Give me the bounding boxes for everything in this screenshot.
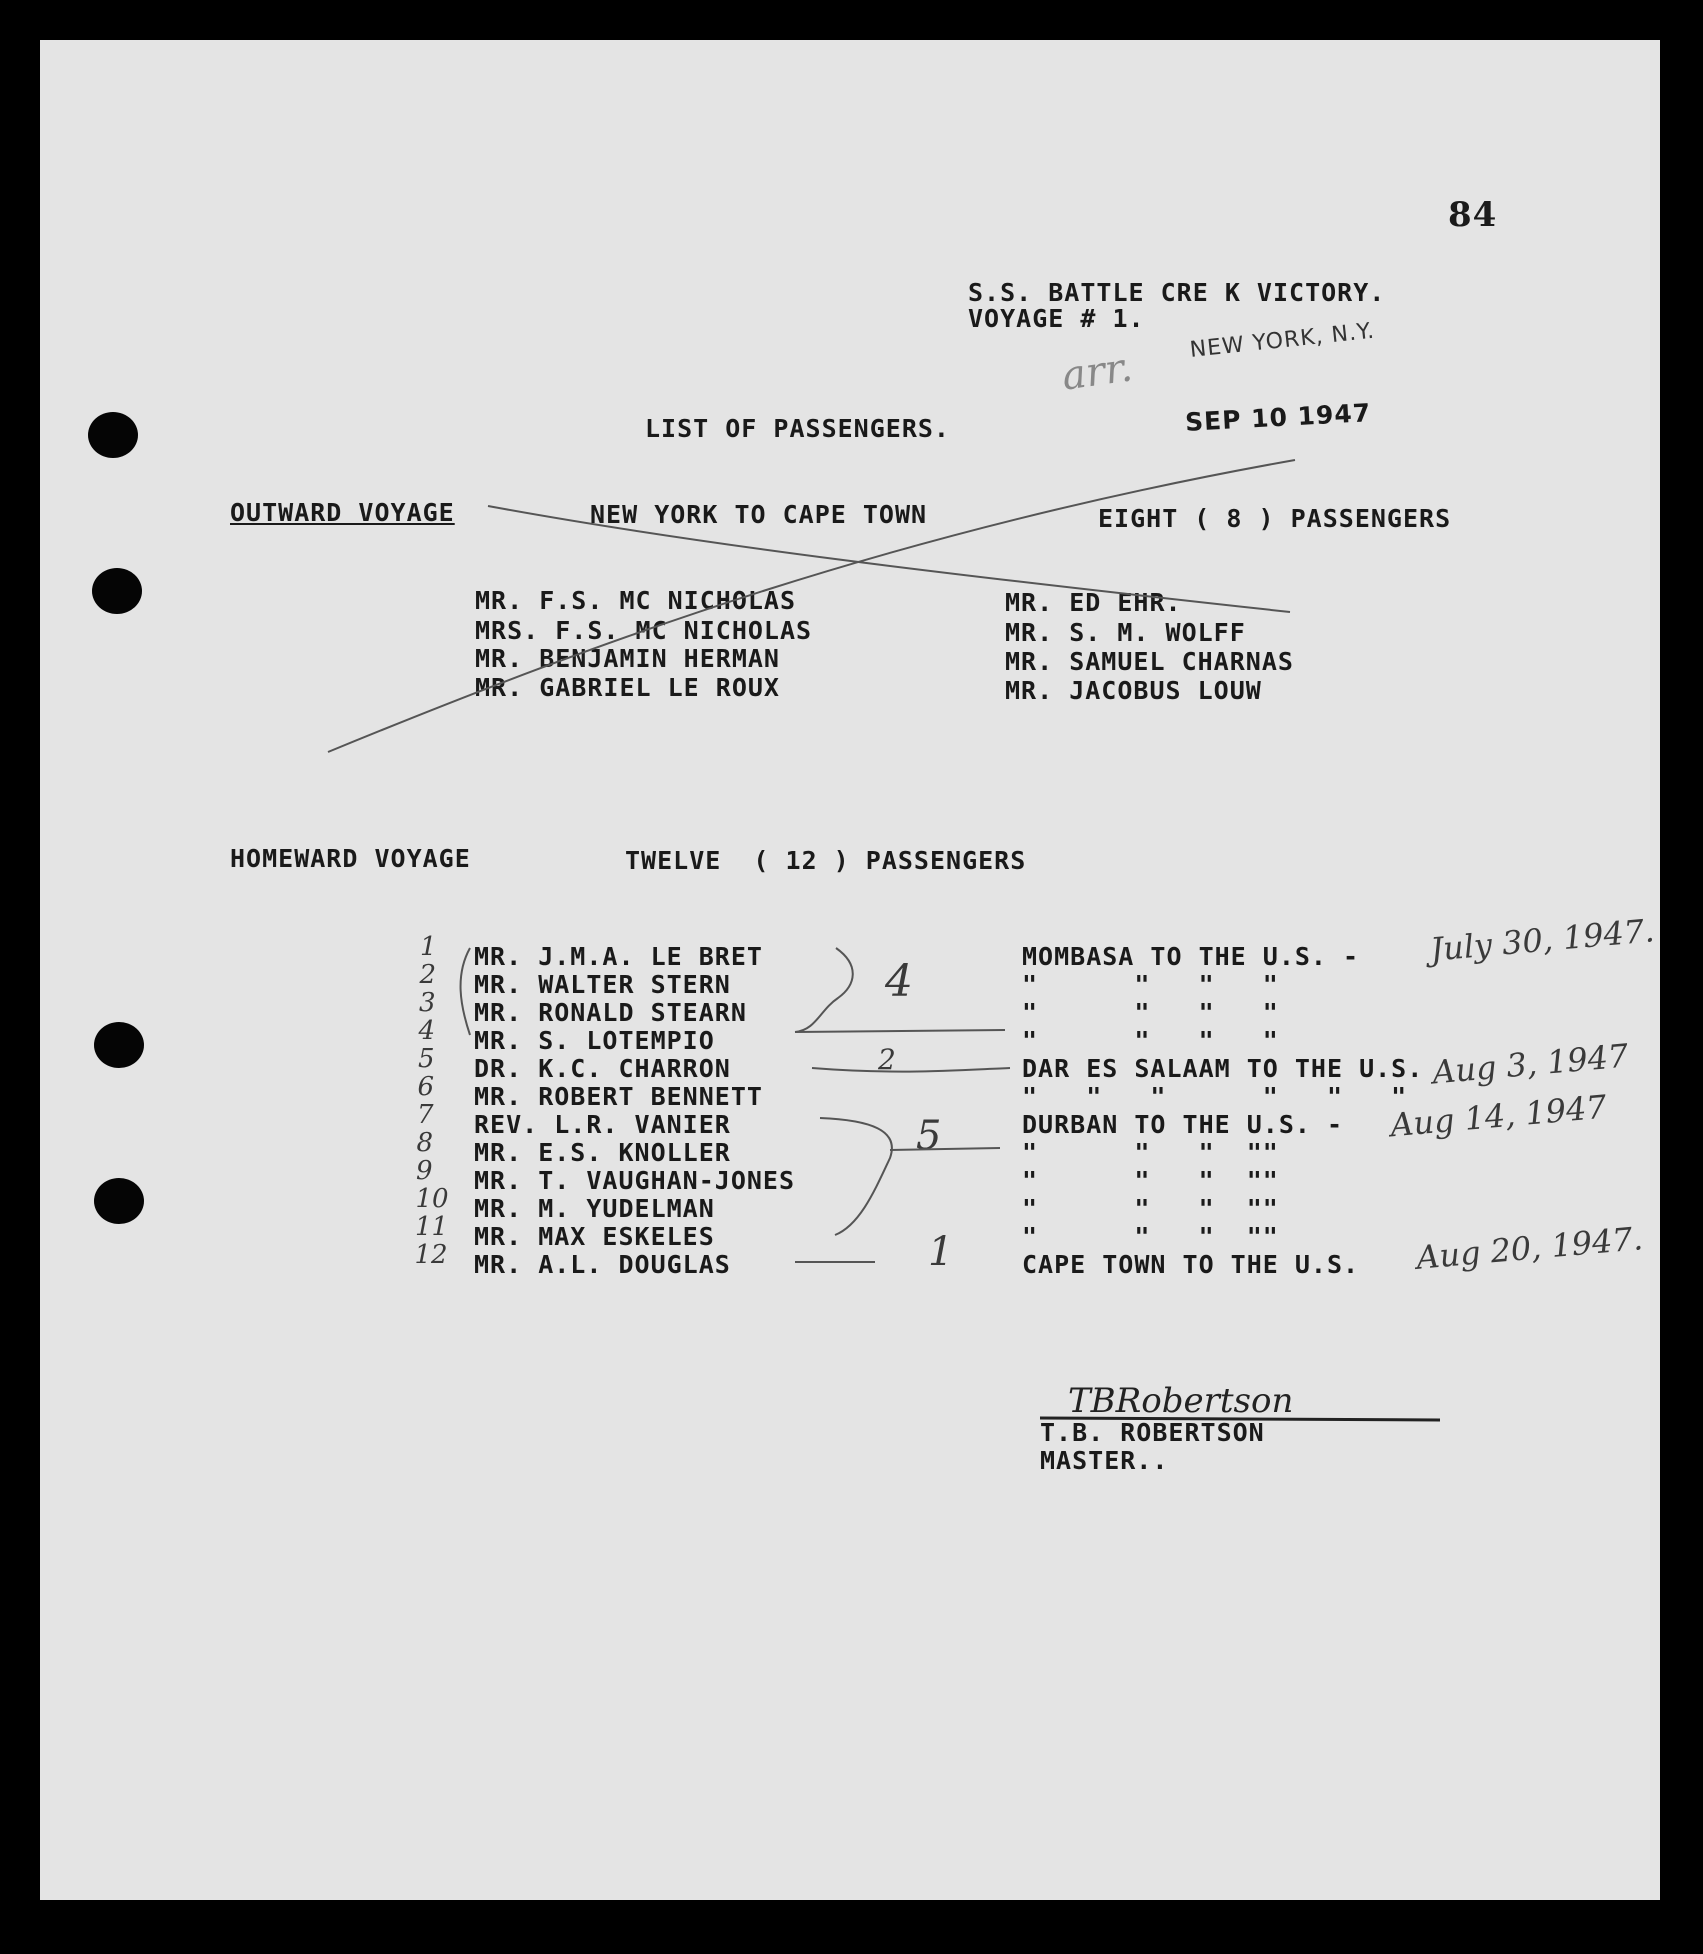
homeward-count: TWELVE ( 12 ) PASSENGERS [625,846,1027,875]
arrival-date-handwritten: July 30, 1947. [1428,911,1656,969]
passenger-number: 2 [419,960,437,990]
passenger-route: DAR ES SALAAM TO THE U.S. [1022,1054,1424,1083]
outward-passenger: MR. GABRIEL LE ROUX [475,673,780,702]
passenger-number: 4 [418,1016,436,1046]
punch-hole-1 [88,412,138,458]
document-page [40,40,1660,1900]
passenger-number: 1 [420,932,437,962]
passenger-name: MR. S. LOTEMPIO [474,1026,715,1055]
arrival-date-handwritten: Aug 14, 1947 [1388,1087,1609,1145]
passenger-name: MR. MAX ESKELES [474,1222,715,1251]
arrival-handwritten-prefix: arr. [1059,344,1136,400]
passenger-name: MR. WALTER STERN [474,970,731,999]
voyage-number: VOYAGE # 1. [968,304,1145,333]
homeward-label: HOMEWARD VOYAGE [230,844,471,873]
passenger-name: DR. K.C. CHARRON [474,1054,731,1083]
signatory-name: T.B. ROBERTSON [1040,1418,1265,1447]
outward-passenger: MR. BENJAMIN HERMAN [475,644,780,673]
passenger-name: REV. L.R. VANIER [474,1110,731,1139]
arrival-stamp-date: SEP 10 1947 [1184,398,1372,437]
passenger-name: MR. E.S. KNOLLER [474,1138,731,1167]
arrival-date-handwritten: Aug 20, 1947. [1414,1219,1645,1277]
punch-hole-4 [94,1178,144,1224]
passenger-route: CAPE TOWN TO THE U.S. [1022,1250,1360,1279]
passenger-number: 6 [417,1072,435,1102]
passenger-route: " " " "" [1022,1194,1279,1223]
passenger-name: MR. J.M.A. LE BRET [474,942,763,971]
passenger-route: " " " " [1022,1026,1279,1055]
outward-passenger: MR. SAMUEL CHARNAS [1005,647,1294,676]
group-tally: 2 [878,1043,896,1076]
passenger-name: MR. A.L. DOUGLAS [474,1250,731,1279]
passenger-route: " " " " [1022,998,1279,1027]
passenger-name: MR. RONALD STEARN [474,998,747,1027]
passenger-route: " " " " [1022,970,1279,999]
outward-label: OUTWARD VOYAGE [230,498,455,527]
passenger-number: 5 [418,1044,435,1074]
page-number: 84 [1448,195,1498,235]
passenger-number: 8 [416,1128,434,1158]
passenger-route: DURBAN TO THE U.S. - [1022,1110,1344,1139]
group-tally: 1 [928,1229,954,1275]
passenger-number: 3 [419,988,436,1018]
punch-hole-3 [94,1022,144,1068]
passenger-name: MR. T. VAUGHAN-JONES [474,1166,796,1195]
outward-passenger: MR. S. M. WOLFF [1005,618,1246,647]
outward-passenger: MRS. F.S. MC NICHOLAS [475,616,813,645]
arrival-stamp-place: NEW YORK, N.Y. [1188,318,1377,363]
handwritten-signature: TBRobertson [1068,1381,1294,1421]
passenger-name: MR. ROBERT BENNETT [474,1082,763,1111]
passenger-number: 7 [417,1100,434,1130]
passenger-route: " " " "" [1022,1222,1279,1251]
outward-passenger: MR. JACOBUS LOUW [1005,676,1262,705]
outward-passenger: MR. F.S. MC NICHOLAS [475,586,797,615]
passenger-route: " " " "" [1022,1138,1279,1167]
arrival-date-handwritten: Aug 3, 1947 [1430,1036,1630,1092]
signatory-title: MASTER.. [1040,1446,1169,1475]
passenger-name: MR. M. YUDELMAN [474,1194,715,1223]
passenger-number: 11 [415,1212,449,1242]
outward-passenger: MR. ED EHR. [1005,588,1182,617]
group-tally: 4 [885,956,913,1007]
outward-count: EIGHT ( 8 ) PASSENGERS [1098,504,1452,533]
passenger-number: 10 [415,1184,449,1214]
passenger-route: " " " "" [1022,1166,1279,1195]
passenger-route: MOMBASA TO THE U.S. - [1022,942,1360,971]
punch-hole-2 [92,568,142,614]
group-tally: 5 [916,1113,942,1159]
passenger-number: 9 [416,1156,433,1186]
ship-name: S.S. BATTLE CRE K VICTORY. [968,278,1386,307]
page-title: LIST OF PASSENGERS. [645,414,950,443]
passenger-number: 12 [414,1240,448,1270]
outward-route: NEW YORK TO CAPE TOWN [590,500,928,529]
passenger-route: " " " " " " [1022,1082,1408,1111]
